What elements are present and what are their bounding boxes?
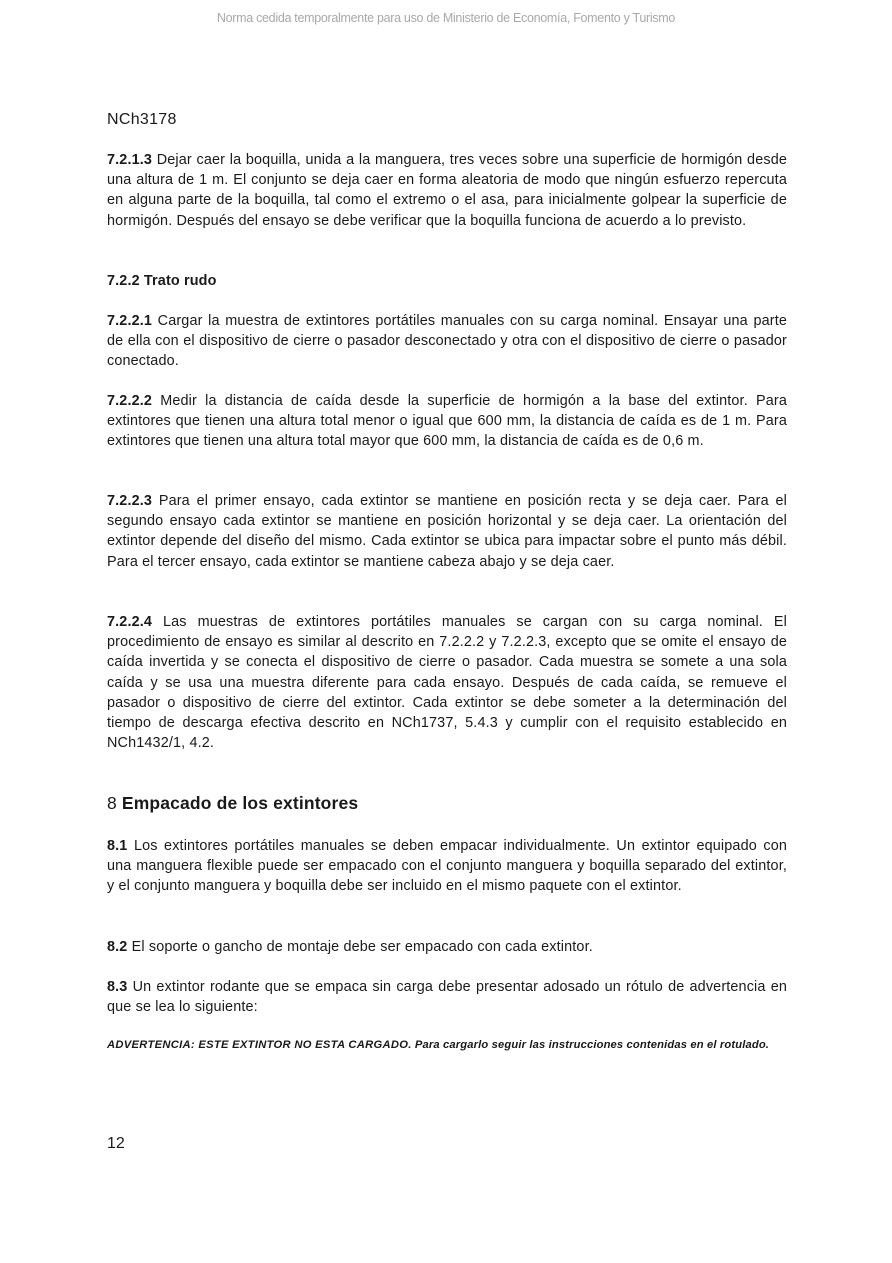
- clause-8-3: [107, 977, 787, 1017]
- warning-label: [107, 1037, 787, 1054]
- clause-number: 7.2.2.4: [107, 614, 153, 630]
- clause-7-2-1-3: [107, 150, 787, 231]
- clause-text: Para el primer ensayo, cada extintor se mantiene en posición recta y se deja caer. Para el segundo ensayo cada extintor se mantiene en posición horizontal y se deja caer. La orientación del extintor depende del diseño del mismo. Cada extintor se ubica para impactar sobre el punto más débil. Para el tercer ensayo, cada extintor se mantiene cabeza abajo y se deja caer.: [107, 493, 787, 570]
- clause-number: 7.2.2.2: [107, 393, 153, 409]
- clause-text: Los extintores portátiles manuales se deben empacar individualmente. Un extintor equipado con una manguera flexible puede ser empacado con el conjunto manguera y boquilla separado del extintor, y el conjunto manguera y boquilla debe ser incluido en el mismo paquete con el extintor.: [107, 838, 787, 895]
- watermark: Norma cedida temporalmente para uso de Ministerio de Economía, Fomento y Turismo: [216, 11, 676, 25]
- clause-number: 7.2.2.1: [107, 313, 153, 329]
- clause-number: 8.1: [107, 838, 128, 854]
- heading-section-8: [107, 793, 787, 813]
- heading-7-2-2: [107, 271, 787, 291]
- page-number: 12: [107, 1135, 125, 1152]
- clause-number: 8.2: [107, 939, 128, 955]
- subsection-heading: 7.2.2 Trato rudo: [107, 273, 217, 289]
- clause-text: El soporte o gancho de montaje debe ser empacado con cada extintor.: [127, 939, 593, 955]
- section-title: Empacado de los extintores: [116, 793, 359, 813]
- warning-text: Para cargarlo seguir las instrucciones contenidas en el rotulado.: [411, 1039, 770, 1051]
- section-number: 8: [107, 793, 117, 813]
- clause-text: Un extintor rodante que se empaca sin carga debe presentar adosado un rótulo de advertencia en que se lea lo siguiente:: [107, 979, 787, 1016]
- clause-text: Cargar la muestra de extintores portátiles manuales con su carga nominal. Ensayar una parte de ella con el dispositivo de cierre o pasador desconectado y otra con el dispositivo de cierre o pasador conectado.: [107, 313, 787, 370]
- clause-7-2-2-4: [107, 612, 787, 753]
- warning-caps: ADVERTENCIA: ESTE EXTINTOR NO ESTA CARGADO.: [107, 1039, 412, 1051]
- clause-text: Las muestras de extintores portátiles manuales se cargan con su carga nominal. El procedimiento de ensayo es similar al descrito en 7.2.2.2 y 7.2.2.3, excepto que se omite el ensayo de caída invertida y se conecta el dispositivo de cierre o pasador. Cada muestra se somete a una sola caída y se usa una muestra diferente para cada ensayo. Después de cada caída, se remueve el pasador o dispositivo de cierre del extintor. Cada extintor se debe someter a la determinación del tiempo de descarga efectiva descrito en NCh1737, 5.4.3 y cumplir con el requisito establecido en NCh1432/1, 4.2.: [107, 614, 787, 752]
- clause-7-2-2-2: [107, 391, 787, 452]
- clause-number: 7.2.1.3: [107, 152, 153, 168]
- clause-7-2-2-1: [107, 311, 787, 372]
- clause-text: Dejar caer la boquilla, unida a la manguera, tres veces sobre una superficie de hormigón desde una altura de 1 m. El conjunto se deja caer en forma aleatoria de modo que ningún esfuerzo repercuta en alguna parte de la boquilla, tal como el extremo o el asa, para inicialmente golpear la superficie de hormigón. Después del ensayo se debe verificar que la boquilla funciona de acuerdo a lo previsto.: [107, 152, 787, 229]
- clause-number: 8.3: [107, 979, 128, 995]
- clause-8-1: [107, 836, 787, 897]
- clause-8-2: [107, 937, 787, 957]
- clause-text: Medir la distancia de caída desde la superficie de hormigón a la base del extintor. Para extintores que tienen una altura total menor o igual que 600 mm, la distancia de caída es de 1 m. Para extintores que tienen una altura total mayor que 600 mm, la distancia de caída es de 0,6 m.: [107, 393, 787, 450]
- clause-7-2-2-3: [107, 491, 787, 572]
- document-code: NCh3178: [107, 111, 177, 128]
- clause-number: 7.2.2.3: [107, 493, 153, 509]
